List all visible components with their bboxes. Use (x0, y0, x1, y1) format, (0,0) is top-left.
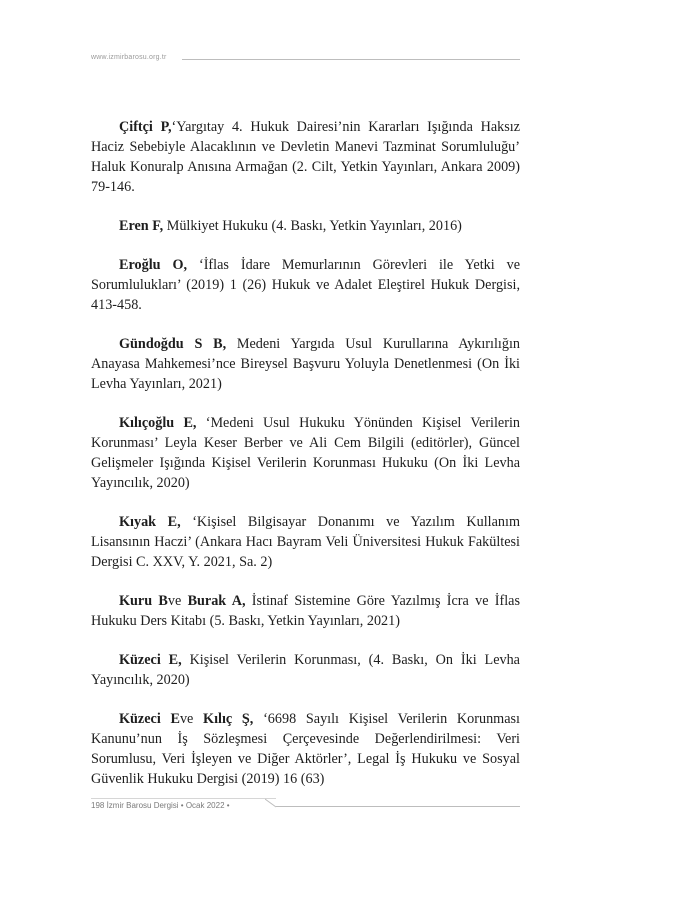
entry-coauthor: Kılıç Ş, (203, 711, 254, 727)
bibliography-entry (91, 255, 520, 315)
entry-text: Kişisel Verilerin Korunması, (4. Baskı, On İki Levha Yayıncılık, 2020) (91, 652, 520, 688)
entry-author: Küzeci E, (119, 652, 182, 668)
entry-author: Küzeci E (119, 711, 180, 727)
bibliography-entry (91, 117, 520, 197)
entry-text: ‘Kişisel Bilgisayar Donanımı ve Yazılım Kullanım Lisansının Haczi’ (Ankara Hacı Bayram Veli Üniversitesi Hukuk Fakültesi Dergisi C. XXV, Y. 2021, Sa. 2) (91, 514, 520, 570)
entry-text: Medeni Yargıda Usul Kurullarına Aykırılığın Anayasa Mahkemesi’nce Bireysel Başvuru Yoluyla Denetlenmesi (On İki Levha Yayınları, 2021) (91, 336, 520, 392)
bibliography-entry (91, 512, 520, 572)
bibliography-entry (91, 413, 520, 493)
bibliography-entry (91, 334, 520, 394)
footer-notch (265, 798, 276, 807)
page-footer: 198 İzmir Barosu Dergisi • Ocak 2022 • (91, 801, 230, 810)
entry-text: Mülkiyet Hukuku (4. Baskı, Yetkin Yayınları, 2016) (163, 218, 462, 234)
bibliography-entry (91, 650, 520, 690)
entry-author: Kılıçoğlu E, (119, 415, 197, 431)
entry-author: Eren F, (119, 218, 164, 234)
entry-author: Çiftçi P, (119, 119, 172, 135)
entry-text: ‘İflas İdare Memurlarının Görevleri ile Yetki ve Sorumlulukları’ (2019) 1 (26) Hukuk ve Adalet Eleştirel Hukuk Dergisi, 413-458. (91, 257, 520, 313)
entry-author: Gündoğdu S B, (119, 336, 227, 352)
footer-rule (276, 806, 520, 807)
entry-text: ‘6698 Sayılı Kişisel Verilerin Korunması Kanunu’nun İş Sözleşmesi Çerçevesinde Değerlendirilmesi: Veri Sorumlusu, Veri İşleyen ve Diğer Aktörler’, Legal İş Hukuku ve Sosyal Güvenlik Hukuku Dergisi (2019) 16 (63) (91, 711, 520, 787)
entry-conjunction: ve (179, 711, 204, 727)
entry-conjunction: ve (167, 593, 188, 609)
footer-rule-left (91, 798, 265, 799)
entry-text: İstinaf Sistemine Göre Yazılmış İcra ve İflas Hukuku Ders Kitabı (5. Baskı, Yetkin Yayınları, 2021) (91, 593, 520, 629)
bibliography-entry (91, 709, 520, 789)
entry-text: ‘Medeni Usul Hukuku Yönünden Kişisel Verilerin Korunması’ Leyla Keser Berber ve Ali Cem Bilgili (editörler), Güncel Gelişmeler Işığında Kişisel Verilerin Korunması Hukuku (On İki Levha Yayıncılık, 2020) (91, 415, 520, 491)
header-url: www.izmirbarosu.org.tr (91, 54, 167, 61)
entry-author: Kıyak E, (119, 514, 181, 530)
entry-text: ‘Yargıtay 4. Hukuk Dairesi’nin Kararları Işığında Haksız Haciz Sebebiyle Alacaklının ve Devletin Manevi Tazminat Sorumluluğu’ Haluk Konuralp Anısına Armağan (2. Cilt, Yetkin Yayınları, Ankara 2009) 79-146. (91, 119, 520, 195)
bibliography-entry (91, 216, 520, 236)
entry-coauthor: Burak A, (187, 593, 246, 609)
bibliography-entry (91, 591, 520, 631)
entry-author: Kuru B (119, 593, 168, 609)
entry-author: Eroğlu O, (119, 257, 188, 273)
header-rule (182, 59, 520, 60)
bibliography-list (91, 117, 520, 808)
